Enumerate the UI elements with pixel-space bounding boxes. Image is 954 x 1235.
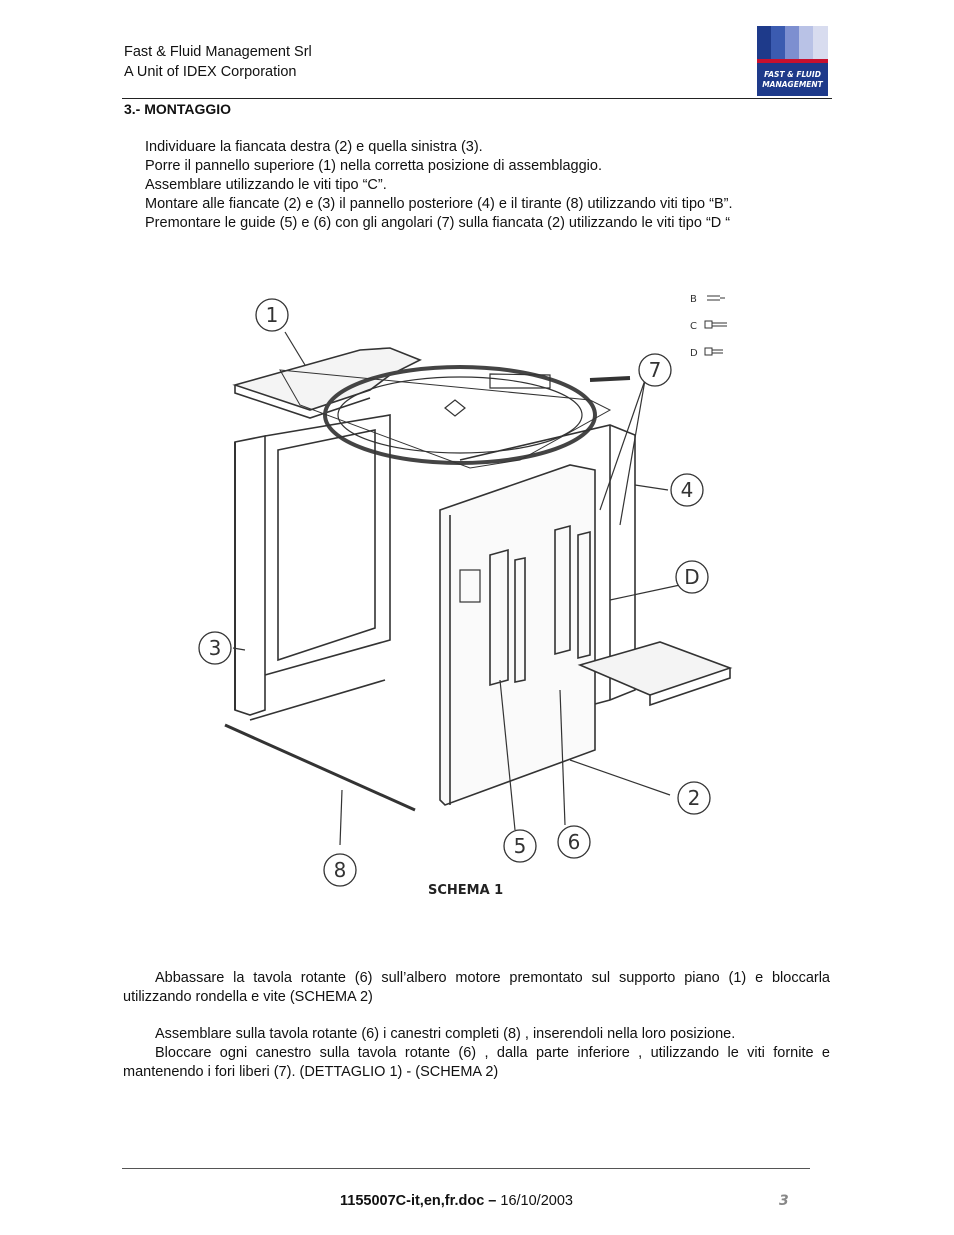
step-item: Premontare le guide (5) e (6) con gli angolari (7) sulla fiancata (2) utilizzando le viti tipo “D “ (145, 215, 731, 231)
callout-5: 5 (513, 834, 527, 858)
paragraph-3: Bloccare ogni canestro sulla tavola rotante (6) , dalla parte inferiore , utilizzando le viti fornite e mantenendo i fori liberi (7). (DETTAGLIO 1) - (SCHEMA 2) (123, 1045, 830, 1080)
paragraph-1: Abbassare la tavola rotante (6) sull’albero motore premontato sul supporto piano (1) e bloccarla utilizzando rondella e vite (SCHEMA 2) (123, 970, 830, 1005)
screw-legend-b: B (690, 294, 697, 305)
step-item: Porre il pannello superiore (1) nella corretta posizione di assemblaggio. (145, 158, 602, 174)
assembly-steps (145, 138, 733, 233)
paragraph-2: Assemblare sulla tavola rotante (6) i canestri completi (8) , inserendoli nella loro posizione. (155, 1026, 736, 1042)
footer-doc (340, 1193, 573, 1209)
screw-legend-c: C (690, 321, 697, 332)
company-name: Fast & Fluid Management Srl (124, 44, 312, 60)
step-item: Assemblare utilizzando le viti tipo “C”. (145, 177, 387, 193)
callout-4: 4 (680, 478, 694, 502)
logo-text-line2: MANAGEMENT (762, 80, 823, 89)
company-subtitle: A Unit of IDEX Corporation (124, 64, 297, 80)
figure-caption: SCHEMA 1 (428, 883, 504, 898)
shelf (580, 642, 730, 705)
footer-doc-name: 1155007C-it,en,fr.doc – (340, 1193, 497, 1209)
step-item: Individuare la fiancata destra (2) e quella sinistra (3). (145, 139, 483, 155)
assembly-diagram (190, 270, 800, 910)
page-number: 3 (779, 1193, 789, 1209)
company-logo (757, 26, 828, 96)
tie-rod (225, 725, 415, 810)
callout-3: 3 (208, 636, 222, 660)
right-side-panel (440, 465, 595, 805)
footer-rule (122, 1168, 810, 1169)
left-side-frame (235, 415, 390, 720)
header-rule (122, 98, 832, 99)
top-panel (235, 348, 630, 468)
callout-8: 8 (333, 858, 347, 882)
screw-legend-d: D (690, 348, 698, 359)
step-item: Montare alle fiancate (2) e (3) il pannello posteriore (4) e il tirante (8) utilizzando viti tipo “B”. (145, 196, 733, 212)
callout-7: 7 (648, 358, 662, 382)
screw-icons (705, 296, 727, 355)
footer-date: 16/10/2003 (500, 1193, 573, 1209)
callout-6: 6 (567, 830, 581, 854)
logo-text-line1: FAST & FLUID (764, 70, 821, 79)
company-header (124, 42, 312, 82)
screw-legend (690, 294, 698, 359)
callout-1: 1 (265, 303, 279, 327)
callout-d: D (684, 565, 700, 589)
callout-2: 2 (687, 786, 701, 810)
section-title: 3.- MONTAGGIO (124, 101, 232, 117)
